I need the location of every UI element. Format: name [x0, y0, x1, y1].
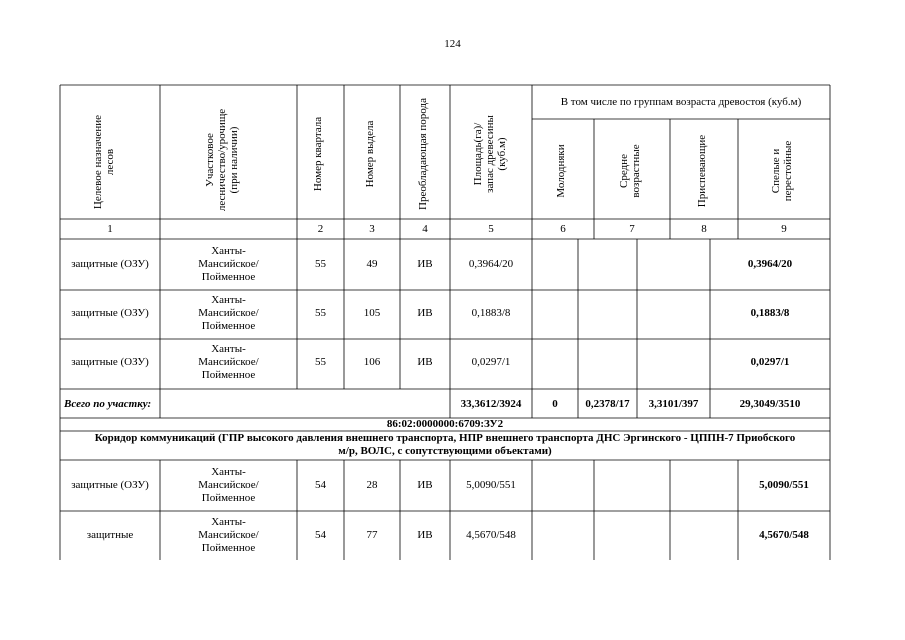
header-middle: Средне возрастные	[618, 144, 642, 198]
row-b0-quarter: 54	[315, 479, 326, 491]
row-b1-species: ИВ	[417, 529, 433, 541]
row-b0-species: ИВ	[417, 479, 433, 491]
row-a1-district: Ханты- Мансийское/ Пойменное	[198, 294, 259, 332]
row-a1-mature: 0,1883/8	[750, 307, 790, 319]
colnum-9: 9	[781, 223, 787, 235]
row-a2-purpose: защитные (ОЗУ)	[71, 356, 149, 368]
colnum-6: 6	[560, 223, 566, 235]
total-area: 33,3612/3924	[460, 398, 522, 410]
row-a0-plot: 49	[366, 258, 378, 270]
total-mature: 29,3049/3510	[739, 398, 801, 410]
header-plot: Номер выдела	[364, 120, 376, 188]
row-a1-plot: 105	[363, 307, 381, 319]
row-b0-district: Ханты- Мансийское/ Пойменное	[198, 466, 259, 504]
total-young: 0	[552, 398, 558, 410]
row-b0-plot: 28	[366, 479, 378, 491]
row-a0-purpose: защитные (ОЗУ)	[71, 258, 149, 270]
colnum-8: 8	[701, 223, 707, 235]
colnum-4: 4	[422, 223, 428, 235]
row-a2-area: 0,0297/1	[471, 356, 511, 368]
cadastral-number: 86:02:0000000:6709:ЗУ2	[386, 418, 504, 430]
row-a2-plot: 106	[363, 356, 381, 368]
row-a1-quarter: 55	[315, 307, 326, 319]
row-b1-quarter: 54	[315, 529, 326, 541]
row-b0-area: 5,0090/551	[466, 479, 516, 491]
header-district: Участковое лесничество/урочище (при наличии)	[204, 108, 240, 212]
row-b0-purpose: защитные (ОЗУ)	[71, 479, 149, 491]
colnum-3: 3	[369, 223, 375, 235]
row-a1-purpose: защитные (ОЗУ)	[71, 307, 149, 319]
total-label: Всего по участку:	[64, 398, 152, 410]
row-b0-mature: 5,0090/551	[759, 479, 809, 491]
row-a2-mature: 0,0297/1	[750, 356, 790, 368]
row-b1-area: 4,5670/548	[466, 529, 516, 541]
header-age-groups: В том числе по группам возраста древостоя (куб.м)	[560, 96, 802, 108]
total-premature: 3,3101/397	[648, 398, 699, 410]
row-a0-district: Ханты- Мансийское/ Пойменное	[198, 245, 259, 283]
header-premature: Приспевающие	[696, 134, 708, 208]
row-a0-area: 0,3964/20	[468, 258, 514, 270]
row-a1-species: ИВ	[417, 307, 433, 319]
row-b1-district: Ханты- Мансийское/ Пойменное	[198, 516, 259, 554]
colnum-5: 5	[488, 223, 494, 235]
header-area: Площадь(га)/ запас древесины (куб.м)	[472, 115, 508, 193]
row-a0-species: ИВ	[417, 258, 433, 270]
row-a1-area: 0,1883/8	[471, 307, 511, 319]
page-number: 124	[444, 38, 461, 50]
row-b1-plot: 77	[366, 529, 378, 541]
row-a2-species: ИВ	[417, 356, 433, 368]
row-a2-district: Ханты- Мансийское/ Пойменное	[198, 343, 259, 381]
row-a2-quarter: 55	[315, 356, 326, 368]
corridor-title: Коридор коммуникаций (ГПР высокого давления внешнего транспорта, НПР внешнего транспорта ДНС Эргинского - ЦППН-7 Приобского м/р, ВОЛС, с сопутствующими объектами)	[94, 432, 796, 457]
row-a0-quarter: 55	[315, 258, 326, 270]
row-a0-mature: 0,3964/20	[747, 258, 793, 270]
header-mature: Спелые и перестойные	[770, 140, 794, 202]
total-middle: 0,2378/17	[585, 398, 630, 410]
header-purpose: Целевое назначение лесов	[92, 114, 116, 210]
colnum-7: 7	[629, 223, 635, 235]
colnum-1: 1	[107, 223, 113, 235]
colnum-2: 2	[317, 223, 324, 235]
header-quarter: Номер квартала	[312, 116, 324, 192]
header-species: Преобладающая порода	[417, 98, 429, 210]
row-b1-purpose: защитные	[86, 529, 134, 541]
row-b1-mature: 4,5670/548	[759, 529, 809, 541]
header-young: Молодняки	[555, 144, 567, 198]
